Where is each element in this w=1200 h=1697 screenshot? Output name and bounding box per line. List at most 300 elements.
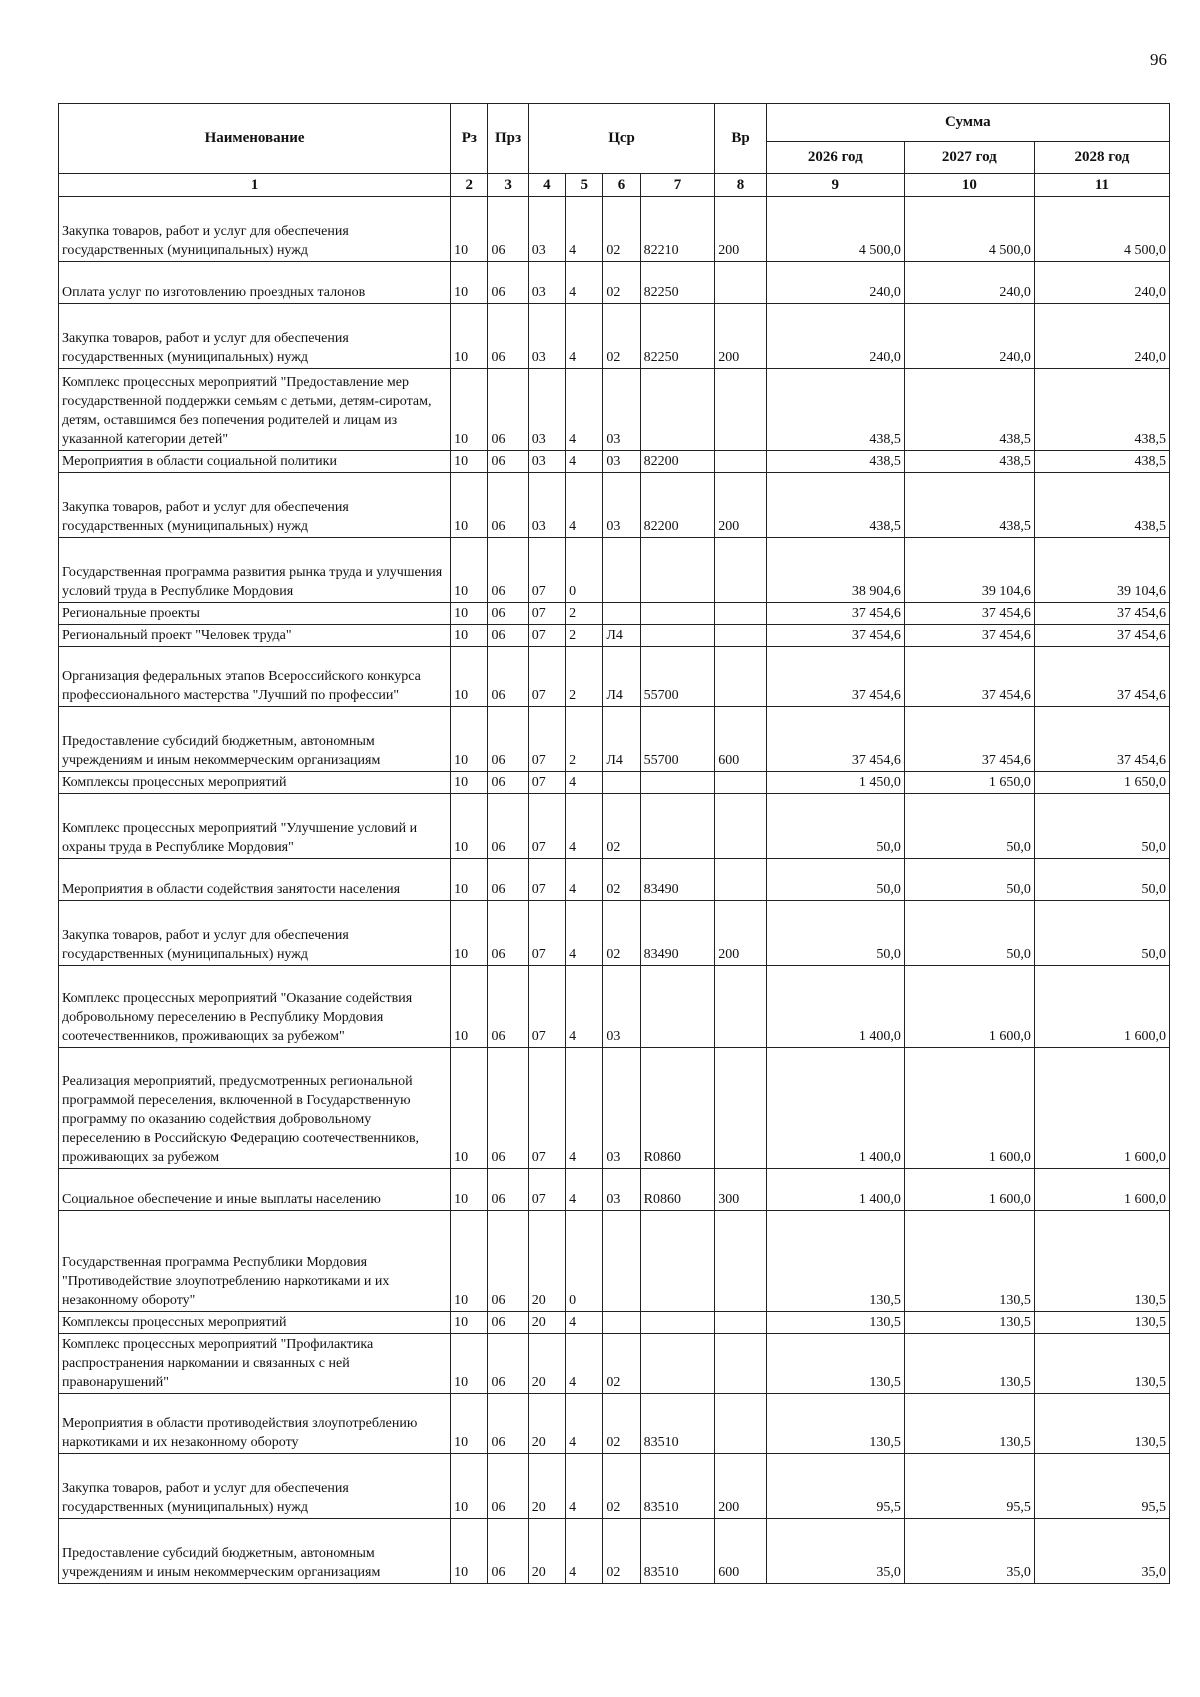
row-csr-3: 02 (603, 197, 640, 262)
row-vr (715, 772, 766, 794)
row-rz: 10 (451, 772, 488, 794)
row-vr (715, 369, 766, 451)
row-csr-4: 55700 (640, 707, 715, 772)
row-csr-2: 4 (566, 197, 603, 262)
row-vr (715, 451, 766, 473)
row-sum-2026: 438,5 (766, 473, 904, 538)
row-rz: 10 (451, 1048, 488, 1169)
row-prz: 06 (488, 1334, 528, 1394)
table-row (59, 794, 1170, 859)
row-csr-3 (603, 603, 640, 625)
row-prz: 06 (488, 603, 528, 625)
colnum: 8 (715, 174, 766, 197)
table-row (59, 1454, 1170, 1519)
row-sum-2028: 50,0 (1034, 901, 1169, 966)
row-csr-4 (640, 1334, 715, 1394)
row-csr-1: 07 (528, 538, 565, 603)
row-name: Комплекс процессных мероприятий "Оказание содействия добровольному переселению в Республику Мордовия соотечественников, проживающих за рубежом" (59, 966, 451, 1048)
row-vr: 200 (715, 304, 766, 369)
row-csr-2: 4 (566, 859, 603, 901)
row-sum-2028: 50,0 (1034, 794, 1169, 859)
row-name: Предоставление субсидий бюджетным, автономным учреждениям и иным некоммерческим организациям (59, 1519, 451, 1584)
row-csr-4 (640, 369, 715, 451)
row-sum-2026: 1 400,0 (766, 966, 904, 1048)
row-sum-2028: 37 454,6 (1034, 707, 1169, 772)
row-vr (715, 859, 766, 901)
row-rz: 10 (451, 966, 488, 1048)
table-row (59, 772, 1170, 794)
row-sum-2027: 95,5 (904, 1454, 1034, 1519)
row-sum-2027: 1 600,0 (904, 1048, 1034, 1169)
row-csr-4 (640, 966, 715, 1048)
header-year-2026: 2026 год (766, 142, 904, 174)
row-sum-2027: 130,5 (904, 1334, 1034, 1394)
row-csr-4 (640, 1312, 715, 1334)
row-csr-3: 02 (603, 1454, 640, 1519)
row-name: Региональные проекты (59, 603, 451, 625)
row-name: Государственная программа развития рынка труда и улучшения условий труда в Республике Мордовия (59, 538, 451, 603)
row-csr-3: 03 (603, 473, 640, 538)
row-csr-2: 4 (566, 772, 603, 794)
row-prz: 06 (488, 1394, 528, 1454)
header-vr: Вр (715, 104, 766, 174)
row-sum-2027: 50,0 (904, 794, 1034, 859)
row-rz: 10 (451, 901, 488, 966)
row-prz: 06 (488, 304, 528, 369)
row-sum-2028: 130,5 (1034, 1394, 1169, 1454)
row-csr-2: 4 (566, 1048, 603, 1169)
row-rz: 10 (451, 603, 488, 625)
row-csr-4: 82200 (640, 451, 715, 473)
row-csr-3: Л4 (603, 647, 640, 707)
row-sum-2026: 50,0 (766, 859, 904, 901)
row-vr: 300 (715, 1169, 766, 1211)
row-csr-1: 07 (528, 647, 565, 707)
table-row (59, 369, 1170, 451)
table-row (59, 966, 1170, 1048)
row-sum-2028: 4 500,0 (1034, 197, 1169, 262)
row-sum-2027: 4 500,0 (904, 197, 1034, 262)
row-name: Мероприятия в области социальной политики (59, 451, 451, 473)
row-csr-4: 83490 (640, 859, 715, 901)
row-sum-2027: 1 600,0 (904, 966, 1034, 1048)
row-csr-4 (640, 625, 715, 647)
row-csr-1: 03 (528, 369, 565, 451)
row-prz: 06 (488, 1519, 528, 1584)
row-prz: 06 (488, 473, 528, 538)
row-name: Комплекс процессных мероприятий "Предоставление мер государственной поддержки семьям с детьми, детям-сиротам, детям, оставшимся без попечения родителей и лицам из указанной категории детей" (59, 369, 451, 451)
row-sum-2027: 130,5 (904, 1312, 1034, 1334)
row-csr-2: 0 (566, 1211, 603, 1312)
row-csr-2: 4 (566, 794, 603, 859)
row-vr (715, 538, 766, 603)
row-csr-1: 07 (528, 603, 565, 625)
row-sum-2028: 240,0 (1034, 262, 1169, 304)
row-rz: 10 (451, 1312, 488, 1334)
row-csr-1: 20 (528, 1454, 565, 1519)
row-prz: 06 (488, 369, 528, 451)
row-name: Региональный проект "Человек труда" (59, 625, 451, 647)
row-prz: 06 (488, 1169, 528, 1211)
page-number: 96 (1150, 50, 1167, 69)
row-sum-2027: 130,5 (904, 1394, 1034, 1454)
row-csr-1: 03 (528, 304, 565, 369)
row-prz: 06 (488, 772, 528, 794)
row-csr-4 (640, 603, 715, 625)
row-vr: 200 (715, 197, 766, 262)
row-sum-2028: 438,5 (1034, 451, 1169, 473)
row-rz: 10 (451, 1394, 488, 1454)
row-sum-2027: 240,0 (904, 262, 1034, 304)
row-prz: 06 (488, 794, 528, 859)
row-rz: 10 (451, 1169, 488, 1211)
row-csr-4: 83510 (640, 1519, 715, 1584)
row-csr-4 (640, 538, 715, 603)
row-sum-2027: 1 600,0 (904, 1169, 1034, 1211)
row-sum-2028: 130,5 (1034, 1334, 1169, 1394)
row-csr-1: 07 (528, 707, 565, 772)
row-csr-3: 02 (603, 859, 640, 901)
header-name: Наименование (59, 104, 451, 174)
row-sum-2027: 37 454,6 (904, 647, 1034, 707)
row-csr-3: 02 (603, 1394, 640, 1454)
row-csr-3: 03 (603, 966, 640, 1048)
row-prz: 06 (488, 1454, 528, 1519)
row-sum-2027: 37 454,6 (904, 625, 1034, 647)
row-name: Оплата услуг по изготовлению проездных талонов (59, 262, 451, 304)
row-sum-2026: 130,5 (766, 1211, 904, 1312)
row-rz: 10 (451, 1454, 488, 1519)
row-sum-2026: 130,5 (766, 1312, 904, 1334)
row-sum-2026: 95,5 (766, 1454, 904, 1519)
row-sum-2028: 50,0 (1034, 859, 1169, 901)
row-csr-1: 07 (528, 794, 565, 859)
row-csr-4: 82200 (640, 473, 715, 538)
header-csr: Цср (528, 104, 715, 174)
row-csr-4 (640, 1211, 715, 1312)
row-name: Закупка товаров, работ и услуг для обеспечения государственных (муниципальных) нужд (59, 304, 451, 369)
row-csr-2: 2 (566, 707, 603, 772)
row-csr-4 (640, 794, 715, 859)
row-csr-1: 07 (528, 772, 565, 794)
colnum: 3 (488, 174, 528, 197)
row-csr-1: 03 (528, 262, 565, 304)
row-csr-1: 07 (528, 901, 565, 966)
row-csr-4: 55700 (640, 647, 715, 707)
colnum: 1 (59, 174, 451, 197)
row-csr-2: 4 (566, 304, 603, 369)
row-name: Комплексы процессных мероприятий (59, 1312, 451, 1334)
row-vr (715, 966, 766, 1048)
row-vr (715, 603, 766, 625)
row-prz: 06 (488, 538, 528, 603)
row-sum-2027: 1 650,0 (904, 772, 1034, 794)
row-sum-2028: 130,5 (1034, 1312, 1169, 1334)
row-csr-3 (603, 772, 640, 794)
table-row (59, 647, 1170, 707)
table-row (59, 1048, 1170, 1169)
row-sum-2028: 1 600,0 (1034, 1169, 1169, 1211)
table-row (59, 1519, 1170, 1584)
colnum: 10 (904, 174, 1034, 197)
header-year-2028: 2028 год (1034, 142, 1169, 174)
row-rz: 10 (451, 473, 488, 538)
row-csr-3: 02 (603, 304, 640, 369)
row-sum-2028: 130,5 (1034, 1211, 1169, 1312)
row-csr-3 (603, 538, 640, 603)
column-numbers-row (59, 174, 1170, 197)
row-prz: 06 (488, 647, 528, 707)
row-sum-2026: 438,5 (766, 451, 904, 473)
table-row (59, 197, 1170, 262)
colnum: 4 (528, 174, 565, 197)
header-rz: Рз (451, 104, 488, 174)
row-prz: 06 (488, 1312, 528, 1334)
row-csr-2: 0 (566, 538, 603, 603)
row-csr-2: 4 (566, 1519, 603, 1584)
row-sum-2027: 50,0 (904, 859, 1034, 901)
row-csr-4: R0860 (640, 1169, 715, 1211)
row-csr-2: 4 (566, 966, 603, 1048)
row-vr (715, 1211, 766, 1312)
row-prz: 06 (488, 859, 528, 901)
row-rz: 10 (451, 304, 488, 369)
row-rz: 10 (451, 1334, 488, 1394)
row-sum-2026: 130,5 (766, 1394, 904, 1454)
table-row (59, 859, 1170, 901)
row-name: Мероприятия в области противодействия злоупотреблению наркотиками и их незаконному обороту (59, 1394, 451, 1454)
row-sum-2026: 130,5 (766, 1334, 904, 1394)
row-sum-2027: 438,5 (904, 451, 1034, 473)
row-vr (715, 1334, 766, 1394)
row-csr-1: 03 (528, 473, 565, 538)
row-sum-2028: 37 454,6 (1034, 647, 1169, 707)
row-sum-2027: 438,5 (904, 369, 1034, 451)
row-csr-3: 02 (603, 1519, 640, 1584)
row-vr (715, 1312, 766, 1334)
row-vr: 200 (715, 1454, 766, 1519)
row-sum-2026: 37 454,6 (766, 707, 904, 772)
row-sum-2026: 438,5 (766, 369, 904, 451)
row-sum-2026: 38 904,6 (766, 538, 904, 603)
row-sum-2028: 95,5 (1034, 1454, 1169, 1519)
row-sum-2027: 240,0 (904, 304, 1034, 369)
row-sum-2028: 240,0 (1034, 304, 1169, 369)
row-csr-4: 82250 (640, 262, 715, 304)
table-row (59, 625, 1170, 647)
header-year-2027: 2027 год (904, 142, 1034, 174)
table-row (59, 262, 1170, 304)
row-rz: 10 (451, 707, 488, 772)
row-prz: 06 (488, 262, 528, 304)
row-vr (715, 647, 766, 707)
row-vr: 600 (715, 1519, 766, 1584)
row-prz: 06 (488, 901, 528, 966)
table-row (59, 1312, 1170, 1334)
row-csr-2: 4 (566, 262, 603, 304)
row-prz: 06 (488, 966, 528, 1048)
row-csr-3: 02 (603, 794, 640, 859)
table-row (59, 1334, 1170, 1394)
row-csr-1: 20 (528, 1211, 565, 1312)
row-csr-2: 4 (566, 1169, 603, 1211)
row-sum-2026: 1 450,0 (766, 772, 904, 794)
colnum: 9 (766, 174, 904, 197)
row-csr-1: 20 (528, 1334, 565, 1394)
row-sum-2026: 240,0 (766, 262, 904, 304)
table-row (59, 603, 1170, 625)
row-name: Комплекс процессных мероприятий "Профилактика распространения наркомании и связанных с ней правонарушений" (59, 1334, 451, 1394)
row-csr-3 (603, 1312, 640, 1334)
row-sum-2026: 240,0 (766, 304, 904, 369)
row-csr-1: 20 (528, 1312, 565, 1334)
row-sum-2028: 1 600,0 (1034, 966, 1169, 1048)
table-row (59, 451, 1170, 473)
row-sum-2027: 35,0 (904, 1519, 1034, 1584)
row-csr-1: 07 (528, 1048, 565, 1169)
row-sum-2026: 37 454,6 (766, 603, 904, 625)
row-csr-3: Л4 (603, 625, 640, 647)
row-vr (715, 262, 766, 304)
row-prz: 06 (488, 707, 528, 772)
row-sum-2026: 50,0 (766, 901, 904, 966)
row-vr: 600 (715, 707, 766, 772)
row-sum-2026: 4 500,0 (766, 197, 904, 262)
row-sum-2026: 37 454,6 (766, 647, 904, 707)
row-csr-3: 03 (603, 1048, 640, 1169)
row-sum-2028: 438,5 (1034, 369, 1169, 451)
row-name: Предоставление субсидий бюджетным, автономным учреждениям и иным некоммерческим организациям (59, 707, 451, 772)
table-row (59, 1169, 1170, 1211)
row-csr-1: 07 (528, 1169, 565, 1211)
table-row (59, 1394, 1170, 1454)
row-csr-4: R0860 (640, 1048, 715, 1169)
row-csr-3: 02 (603, 1334, 640, 1394)
row-rz: 10 (451, 197, 488, 262)
row-prz: 06 (488, 625, 528, 647)
row-csr-2: 2 (566, 647, 603, 707)
row-name: Закупка товаров, работ и услуг для обеспечения государственных (муниципальных) нужд (59, 473, 451, 538)
row-sum-2027: 37 454,6 (904, 603, 1034, 625)
row-sum-2026: 1 400,0 (766, 1048, 904, 1169)
row-name: Государственная программа Республики Мордовия "Противодействие злоупотреблению наркотиками и их незаконному обороту" (59, 1211, 451, 1312)
row-rz: 10 (451, 369, 488, 451)
row-csr-2: 4 (566, 369, 603, 451)
row-sum-2027: 130,5 (904, 1211, 1034, 1312)
row-csr-3 (603, 1211, 640, 1312)
row-rz: 10 (451, 647, 488, 707)
row-sum-2027: 50,0 (904, 901, 1034, 966)
row-csr-2: 4 (566, 1394, 603, 1454)
row-vr (715, 625, 766, 647)
row-csr-4: 82250 (640, 304, 715, 369)
row-prz: 06 (488, 1211, 528, 1312)
row-csr-1: 07 (528, 966, 565, 1048)
row-sum-2027: 438,5 (904, 473, 1034, 538)
row-sum-2028: 1 600,0 (1034, 1048, 1169, 1169)
row-csr-1: 20 (528, 1394, 565, 1454)
row-csr-4 (640, 772, 715, 794)
row-sum-2028: 37 454,6 (1034, 625, 1169, 647)
row-vr (715, 794, 766, 859)
row-rz: 10 (451, 794, 488, 859)
row-csr-4: 83490 (640, 901, 715, 966)
colnum: 5 (566, 174, 603, 197)
header-prz: Прз (488, 104, 528, 174)
row-name: Социальное обеспечение и иные выплаты населению (59, 1169, 451, 1211)
row-csr-2: 4 (566, 1312, 603, 1334)
row-name: Организация федеральных этапов Всероссийского конкурса профессионального мастерства "Лучший по профессии" (59, 647, 451, 707)
row-csr-1: 07 (528, 859, 565, 901)
row-rz: 10 (451, 451, 488, 473)
row-csr-3: 03 (603, 369, 640, 451)
row-sum-2026: 50,0 (766, 794, 904, 859)
colnum: 11 (1034, 174, 1169, 197)
row-vr: 200 (715, 473, 766, 538)
row-prz: 06 (488, 451, 528, 473)
row-rz: 10 (451, 859, 488, 901)
row-csr-3: 03 (603, 1169, 640, 1211)
row-sum-2028: 39 104,6 (1034, 538, 1169, 603)
header-sum: Сумма (766, 104, 1169, 142)
table-row (59, 538, 1170, 603)
row-sum-2026: 1 400,0 (766, 1169, 904, 1211)
row-name: Мероприятия в области содействия занятости населения (59, 859, 451, 901)
row-sum-2026: 35,0 (766, 1519, 904, 1584)
row-rz: 10 (451, 625, 488, 647)
row-csr-2: 4 (566, 451, 603, 473)
row-sum-2028: 1 650,0 (1034, 772, 1169, 794)
row-csr-3: 02 (603, 262, 640, 304)
row-csr-3: 03 (603, 451, 640, 473)
table-row (59, 473, 1170, 538)
budget-table (58, 103, 1170, 1584)
colnum: 6 (603, 174, 640, 197)
row-vr: 200 (715, 901, 766, 966)
row-prz: 06 (488, 1048, 528, 1169)
row-vr (715, 1048, 766, 1169)
row-rz: 10 (451, 262, 488, 304)
row-name: Закупка товаров, работ и услуг для обеспечения государственных (муниципальных) нужд (59, 197, 451, 262)
row-csr-4: 82210 (640, 197, 715, 262)
row-sum-2026: 37 454,6 (766, 625, 904, 647)
row-csr-2: 2 (566, 603, 603, 625)
row-prz: 06 (488, 197, 528, 262)
row-name: Реализация мероприятий, предусмотренных региональной программой переселения, включенной в Государственную программу по оказанию содействия добровольному переселению в Российскую Федерацию соотечественников, проживающих за рубежом (59, 1048, 451, 1169)
row-csr-3: Л4 (603, 707, 640, 772)
colnum: 7 (640, 174, 715, 197)
row-csr-1: 20 (528, 1519, 565, 1584)
row-csr-1: 03 (528, 197, 565, 262)
row-name: Закупка товаров, работ и услуг для обеспечения государственных (муниципальных) нужд (59, 901, 451, 966)
table-row (59, 707, 1170, 772)
row-csr-2: 2 (566, 625, 603, 647)
row-csr-4: 83510 (640, 1454, 715, 1519)
row-sum-2027: 37 454,6 (904, 707, 1034, 772)
row-sum-2028: 438,5 (1034, 473, 1169, 538)
row-name: Комплексы процессных мероприятий (59, 772, 451, 794)
row-csr-2: 4 (566, 473, 603, 538)
row-csr-2: 4 (566, 1334, 603, 1394)
row-sum-2028: 35,0 (1034, 1519, 1169, 1584)
row-csr-3: 02 (603, 901, 640, 966)
table-row (59, 1211, 1170, 1312)
table-row (59, 901, 1170, 966)
row-name: Комплекс процессных мероприятий "Улучшение условий и охраны труда в Республике Мордовия" (59, 794, 451, 859)
row-sum-2028: 37 454,6 (1034, 603, 1169, 625)
row-rz: 10 (451, 538, 488, 603)
row-csr-1: 07 (528, 625, 565, 647)
